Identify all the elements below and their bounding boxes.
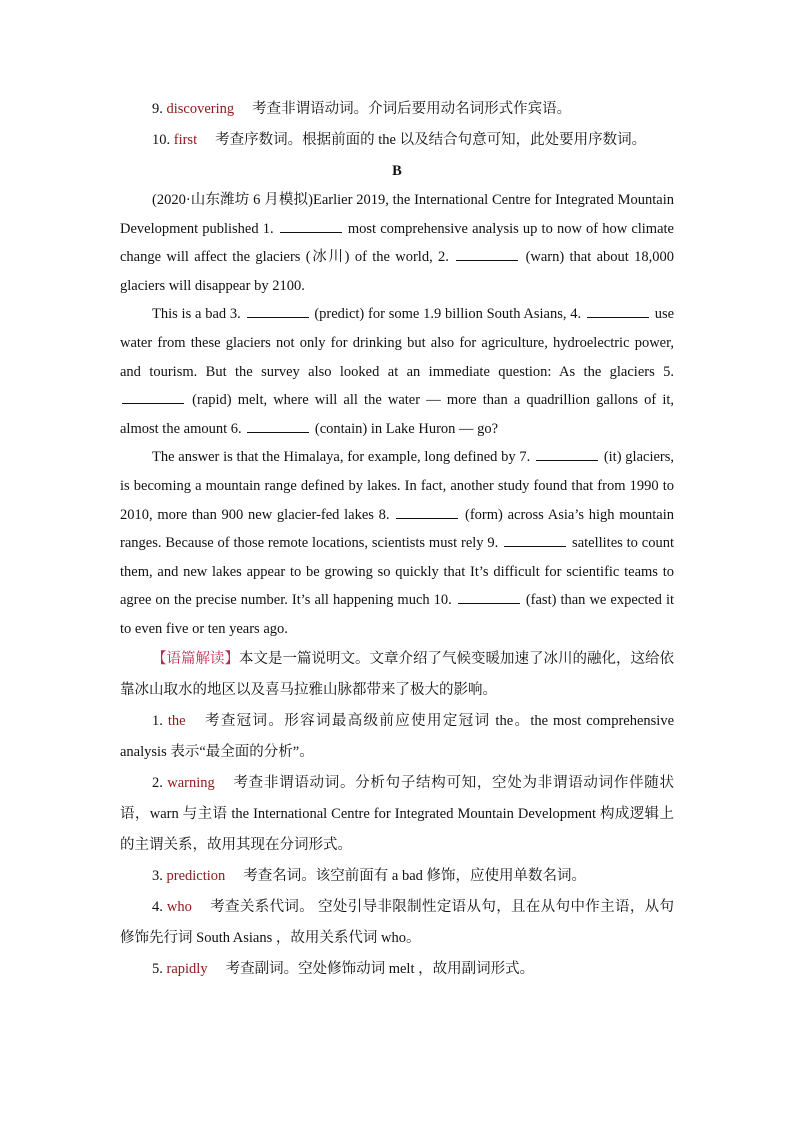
passage-paragraph-2 — [120, 300, 674, 443]
answer-word: who — [166, 898, 192, 915]
blank-3 — [247, 316, 309, 318]
answer-explanation: 考查副词。空处修饰动词 melt ，故用副词形式。 — [225, 960, 535, 977]
passage-text: (fast) than we expected it to even five or ten years ago. — [120, 592, 674, 637]
answer-word: rapidly — [166, 960, 208, 977]
passage-paragraph-3 — [120, 443, 674, 643]
blank-8 — [396, 517, 458, 519]
passage-text: (form) across Asia’s high mountain ranges. Because of those remote locations, scientists must rely 9. — [120, 506, 674, 552]
blank-7 — [536, 459, 598, 461]
answer-word: first — [173, 132, 198, 148]
prev-answer-10 — [120, 125, 674, 156]
answer-1 — [120, 706, 674, 768]
answer-3 — [120, 861, 674, 892]
passage-text: most comprehensive analysis up to now of how climate change will affect the glaciers (冰川) of the world, 2. — [120, 220, 674, 266]
blank-2 — [456, 259, 518, 261]
passage-text: (warn) that about 18,000 glaciers will disappear by 2100. — [120, 249, 675, 294]
passage-text: (it) glaciers, is becoming a mountain range defined by lakes. In fact, another study found that from 1990 to 2010, more than 900 new glacier-fed lakes 8. — [120, 449, 675, 523]
answer-explanation: 考查非谓语动词。分析句子结构可知，空处为非谓语动词作伴随状语，warn 与主语 the International Centre for Integrated Mountain Development 构成逻辑上的主谓关系，故用其现在分词形式。 — [120, 774, 674, 853]
blank-4 — [587, 316, 649, 318]
answer-5 — [120, 954, 674, 985]
answer-word: warning — [167, 774, 215, 791]
answer-number: 5. — [152, 960, 167, 977]
blank-1 — [280, 231, 342, 233]
section-title: B — [392, 163, 402, 179]
passage-text: This is a bad 3. — [152, 306, 241, 323]
passage-text: use water from these glaciers not only for drinking but also for agriculture, hydroelectric power, and tourism. But the survey also looked at an immediate question: As the glaciers 5. — [120, 306, 675, 380]
answer-2 — [120, 768, 674, 861]
answer-word: prediction — [166, 867, 226, 884]
passage-text: (contain) in Lake Huron — go? — [314, 420, 499, 437]
answer-word: the — [167, 712, 186, 729]
reading-note-text: 本文是一篇说明文。文章介绍了气候变暖加速了冰川的融化，这给依靠冰山取水的地区以及喜马拉雅山脉都带来了极大的影响。 — [120, 650, 674, 698]
reading-note — [120, 644, 674, 706]
passage-text: (2020·山东潍坊 6 月模拟)Earlier 2019, the International Centre for Integrated Mountain Development published 1. — [120, 192, 674, 237]
answer-number: 4. — [152, 898, 167, 915]
passage-text: (predict) for some 1.9 billion South Asians, 4. — [314, 306, 582, 323]
document-content — [120, 94, 674, 985]
answer-explanation: 考查名词。该空前面有 a bad 修饰，应使用单数名词。 — [243, 867, 587, 884]
answer-explanation: 考查序数词。根据前面的 the 以及结合句意可知，此处要用序数词。 — [215, 132, 647, 148]
answer-explanation: 考查冠词。形容词最高级前应使用定冠词 the。the most comprehensive analysis 表示“最全面的分析”。 — [120, 712, 675, 760]
answer-explanation: 考查关系代词。 空处引导非限制性定语从句，且在从句中作主语，从句修饰先行词 South Asians ，故用关系代词 who。 — [120, 898, 675, 946]
reading-note-tag: 【语篇解读】 — [152, 650, 239, 667]
blank-5 — [122, 402, 184, 404]
answer-number: 9. — [152, 101, 167, 117]
answer-word: discovering — [166, 101, 235, 117]
prev-answer-9 — [120, 94, 674, 125]
passage-paragraph-1 — [120, 186, 674, 300]
passage-text: satellites to count them, and new lakes appear to be growing so quickly that It’s difficult for scientific teams to agree on the precise number. It’s all happening much 10. — [120, 535, 675, 609]
answer-4 — [120, 892, 674, 954]
blank-6 — [247, 431, 309, 433]
answer-number: 10. — [152, 132, 174, 148]
answer-number: 3. — [152, 867, 167, 884]
answer-explanation: 考查非谓语动词。介词后要用动名词形式作宾语。 — [252, 101, 572, 117]
passage-text: The answer is that the Himalaya, for example, long defined by 7. — [152, 449, 531, 466]
blank-10 — [458, 602, 520, 604]
answer-number: 2. — [152, 774, 168, 791]
blank-9 — [504, 545, 566, 547]
answer-number: 1. — [152, 712, 168, 729]
passage-text: (rapid) melt, where will all the water — more than a quadrillion gallons of it, almost the amount 6. — [120, 392, 675, 437]
